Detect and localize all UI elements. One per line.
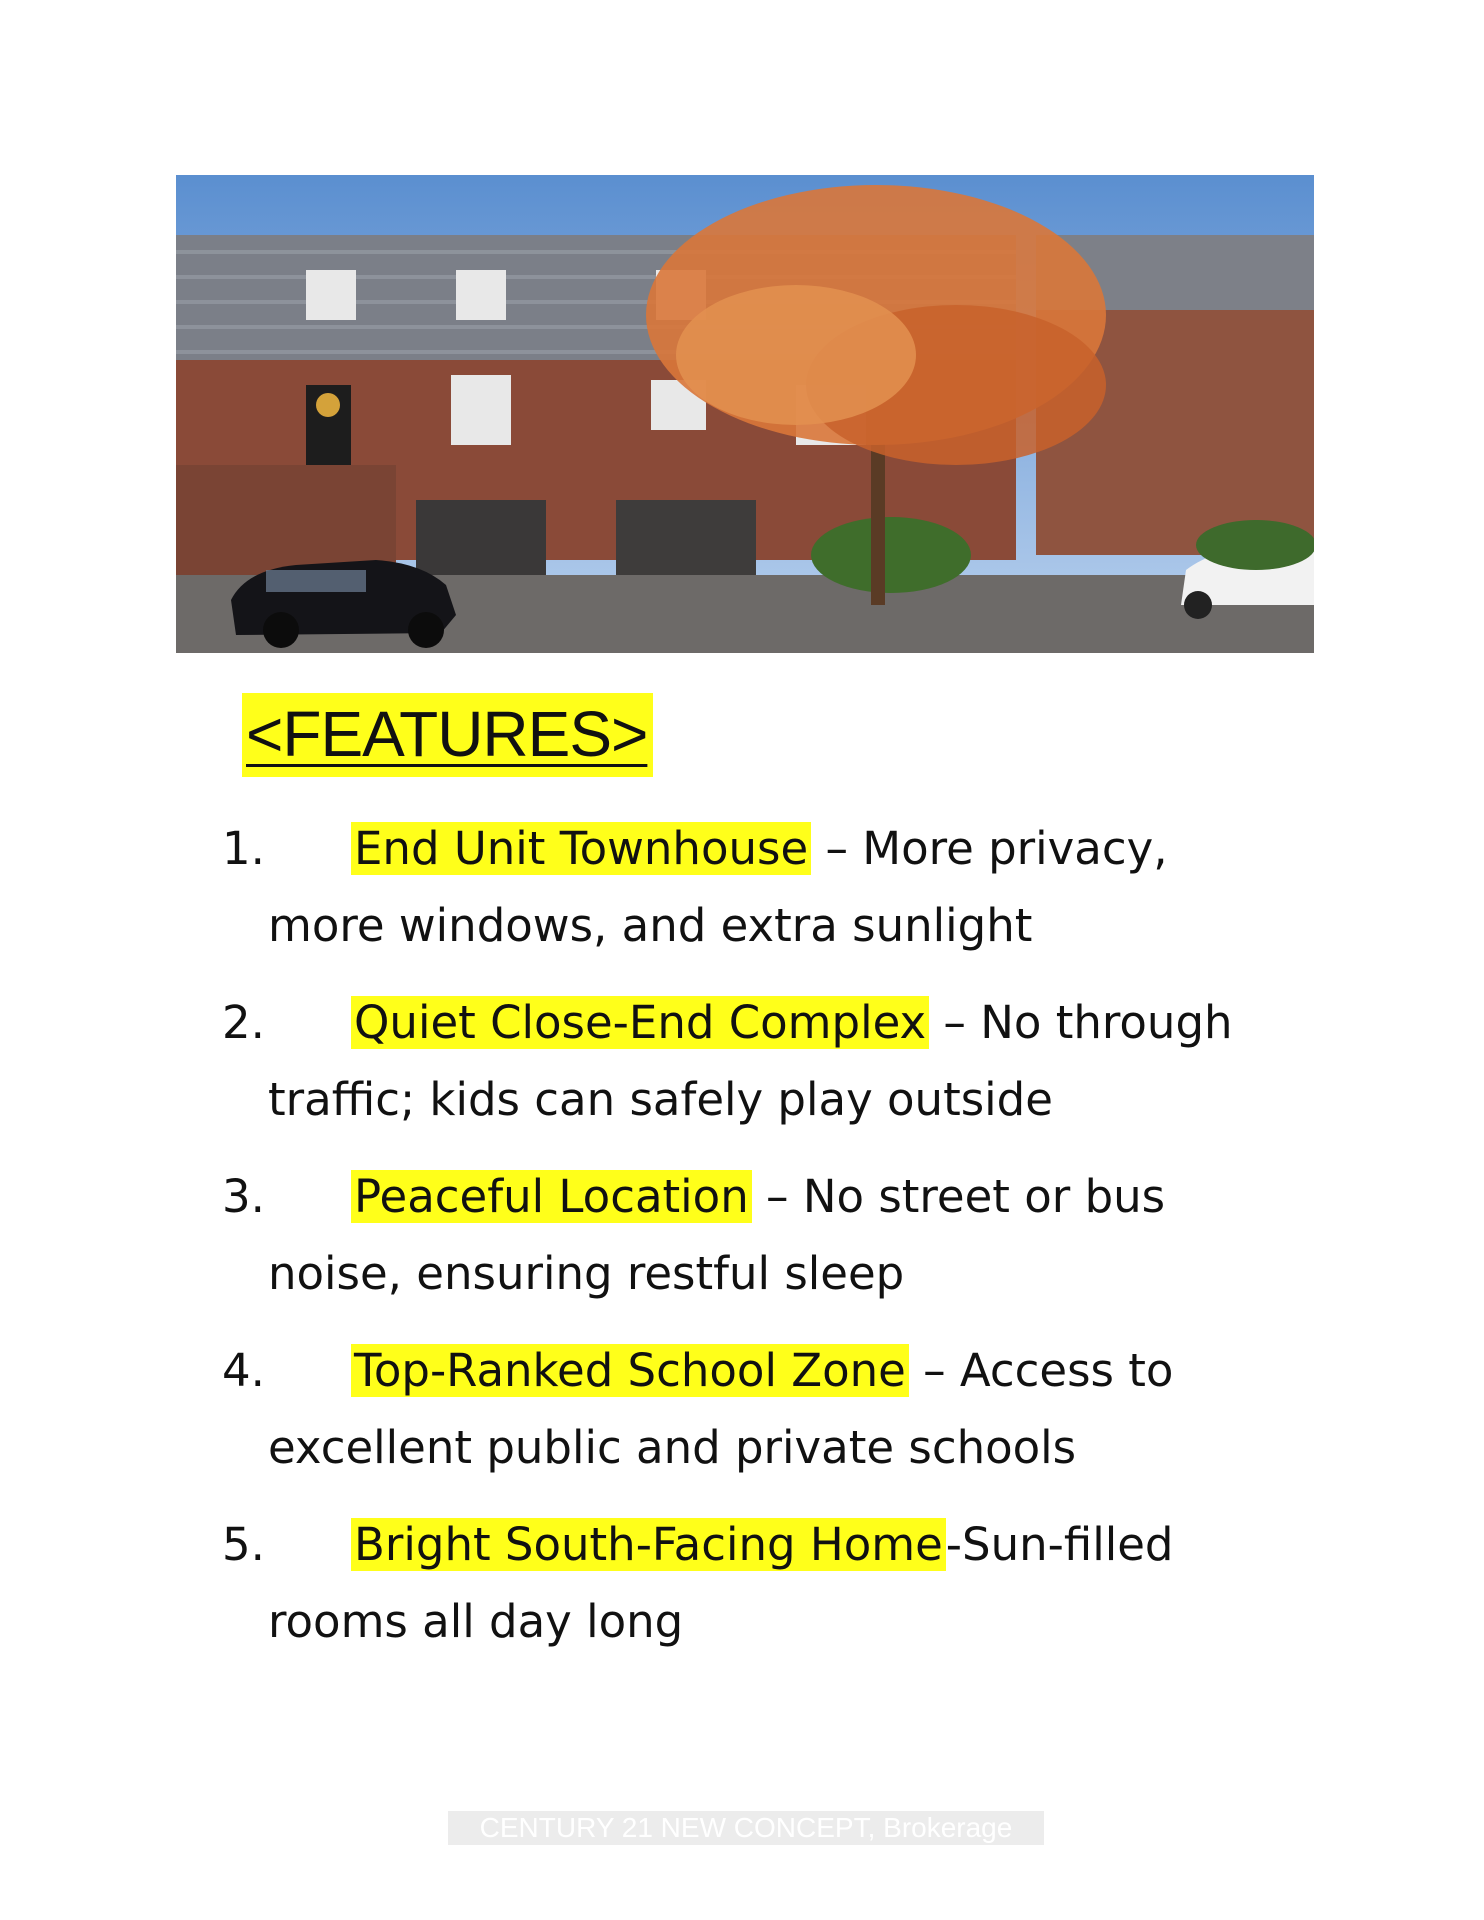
feature-item — [222, 1332, 1332, 1486]
feature-highlight: Bright South-Facing Home — [351, 1518, 946, 1571]
feature-description-continued: noise, ensuring restful sleep — [268, 1247, 905, 1300]
feature-description: – Access to — [908, 1344, 1174, 1397]
feature-item — [222, 1158, 1332, 1312]
features-heading: <FEATURES> — [242, 693, 653, 777]
feature-description-continued: traffic; kids can safely play outside — [268, 1073, 1053, 1126]
feature-description: – No through — [929, 996, 1233, 1049]
brokerage-footer: CENTURY 21 NEW CONCEPT, Brokerage — [448, 1811, 1044, 1845]
feature-number: 1. — [222, 822, 265, 875]
feature-description: – No street or bus — [751, 1170, 1166, 1223]
feature-number: 5. — [222, 1518, 265, 1571]
feature-highlight: Top-Ranked School Zone — [351, 1344, 909, 1397]
feature-highlight: Quiet Close-End Complex — [351, 996, 929, 1049]
feature-highlight: Peaceful Location — [351, 1170, 752, 1223]
house-photo — [176, 175, 1314, 653]
features-list — [222, 810, 1332, 1680]
feature-number: 3. — [222, 1170, 265, 1223]
feature-description-continued: excellent public and private schools — [268, 1421, 1077, 1474]
feature-item — [222, 984, 1332, 1138]
feature-number: 4. — [222, 1344, 265, 1397]
feature-description: -Sun-filled — [945, 1518, 1174, 1571]
feature-item — [222, 1506, 1332, 1660]
feature-description-continued: rooms all day long — [268, 1595, 684, 1648]
feature-description: – More privacy, — [811, 822, 1168, 875]
feature-highlight: End Unit Townhouse — [351, 822, 811, 875]
feature-item — [222, 810, 1332, 964]
feature-description-continued: more windows, and extra sunlight — [268, 899, 1033, 952]
feature-number: 2. — [222, 996, 265, 1049]
